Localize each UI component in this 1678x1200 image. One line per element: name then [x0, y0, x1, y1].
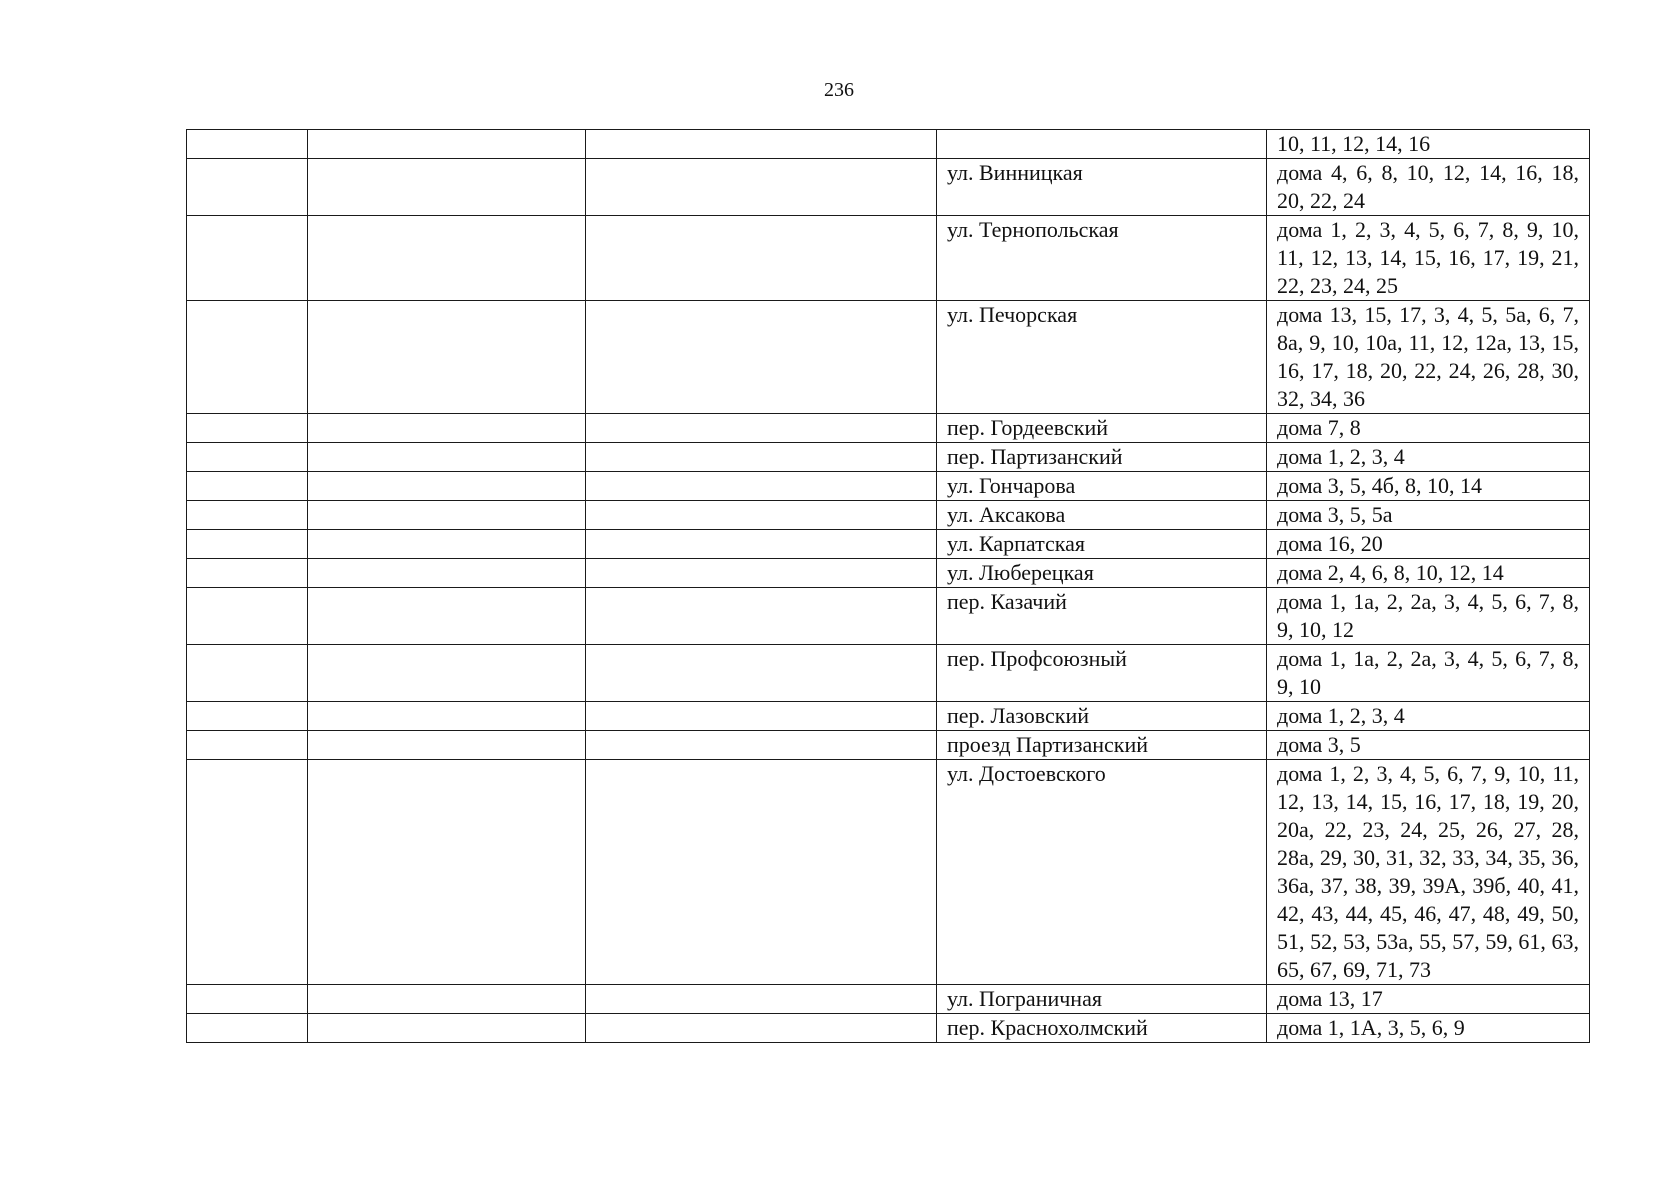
empty-cell-3 [586, 731, 937, 760]
street-name-cell: ул. Пограничная [937, 985, 1267, 1014]
table-row [187, 559, 1590, 588]
empty-cell-1 [187, 159, 308, 216]
table-row [187, 472, 1590, 501]
empty-cell-2 [308, 216, 586, 301]
empty-cell-1 [187, 530, 308, 559]
empty-cell-3 [586, 472, 937, 501]
empty-cell-2 [308, 731, 586, 760]
empty-cell-2 [308, 645, 586, 702]
empty-cell-1 [187, 501, 308, 530]
empty-cell-2 [308, 159, 586, 216]
address-table [186, 129, 1590, 1043]
table-row [187, 702, 1590, 731]
empty-cell-2 [308, 1014, 586, 1043]
house-numbers-cell: дома 4, 6, 8, 10, 12, 14, 16, 18, 20, 22, 24 [1267, 159, 1590, 216]
table-row [187, 414, 1590, 443]
table-row [187, 216, 1590, 301]
house-numbers-cell: дома 3, 5, 5а [1267, 501, 1590, 530]
table-row [187, 301, 1590, 414]
street-name-cell [937, 130, 1267, 159]
street-name-cell: ул. Тернопольская [937, 216, 1267, 301]
house-numbers-cell: дома 1, 1а, 2, 2а, 3, 4, 5, 6, 7, 8, 9, 10 [1267, 645, 1590, 702]
empty-cell-2 [308, 760, 586, 985]
house-numbers-cell: дома 1, 2, 3, 4 [1267, 702, 1590, 731]
empty-cell-1 [187, 645, 308, 702]
street-name-cell: ул. Аксакова [937, 501, 1267, 530]
empty-cell-3 [586, 760, 937, 985]
empty-cell-3 [586, 301, 937, 414]
table-row [187, 588, 1590, 645]
empty-cell-2 [308, 130, 586, 159]
street-name-cell: проезд Партизанский [937, 731, 1267, 760]
street-name-cell: пер. Гордеевский [937, 414, 1267, 443]
house-numbers-cell: дома 3, 5 [1267, 731, 1590, 760]
empty-cell-3 [586, 702, 937, 731]
house-numbers-cell: дома 2, 4, 6, 8, 10, 12, 14 [1267, 559, 1590, 588]
empty-cell-1 [187, 1014, 308, 1043]
empty-cell-1 [187, 760, 308, 985]
empty-cell-3 [586, 130, 937, 159]
street-name-cell: ул. Гончарова [937, 472, 1267, 501]
empty-cell-3 [586, 501, 937, 530]
table-row [187, 501, 1590, 530]
empty-cell-1 [187, 301, 308, 414]
address-table-body [187, 130, 1590, 1043]
house-numbers-cell: дома 13, 15, 17, 3, 4, 5, 5а, 6, 7, 8а, 9, 10, 10а, 11, 12, 12а, 13, 15, 16, 17, 18, 20, 22, 24, 26, 28, 30, 32, 34, 36 [1267, 301, 1590, 414]
table-row [187, 760, 1590, 985]
empty-cell-2 [308, 443, 586, 472]
empty-cell-1 [187, 414, 308, 443]
house-numbers-cell: 10, 11, 12, 14, 16 [1267, 130, 1590, 159]
house-numbers-cell: дома 1, 2, 3, 4 [1267, 443, 1590, 472]
table-row [187, 159, 1590, 216]
street-name-cell: пер. Краснохолмский [937, 1014, 1267, 1043]
empty-cell-2 [308, 530, 586, 559]
empty-cell-1 [187, 559, 308, 588]
street-name-cell: ул. Винницкая [937, 159, 1267, 216]
empty-cell-1 [187, 472, 308, 501]
street-name-cell: ул. Люберецкая [937, 559, 1267, 588]
street-name-cell: пер. Профсоюзный [937, 645, 1267, 702]
empty-cell-2 [308, 472, 586, 501]
street-name-cell: ул. Достоевского [937, 760, 1267, 985]
house-numbers-cell: дома 7, 8 [1267, 414, 1590, 443]
house-numbers-cell: дома 13, 17 [1267, 985, 1590, 1014]
empty-cell-3 [586, 985, 937, 1014]
house-numbers-cell: дома 16, 20 [1267, 530, 1590, 559]
empty-cell-3 [586, 443, 937, 472]
empty-cell-1 [187, 130, 308, 159]
empty-cell-3 [586, 216, 937, 301]
table-row [187, 985, 1590, 1014]
table-row [187, 645, 1590, 702]
empty-cell-3 [586, 414, 937, 443]
table-row [187, 731, 1590, 760]
street-name-cell: пер. Казачий [937, 588, 1267, 645]
house-numbers-cell: дома 1, 2, 3, 4, 5, 6, 7, 8, 9, 10, 11, 12, 13, 14, 15, 16, 17, 19, 21, 22, 23, 24, 25 [1267, 216, 1590, 301]
street-name-cell: ул. Печорская [937, 301, 1267, 414]
empty-cell-3 [586, 588, 937, 645]
table-row [187, 130, 1590, 159]
empty-cell-2 [308, 588, 586, 645]
empty-cell-2 [308, 414, 586, 443]
empty-cell-1 [187, 731, 308, 760]
table-row [187, 443, 1590, 472]
empty-cell-3 [586, 645, 937, 702]
empty-cell-2 [308, 559, 586, 588]
street-name-cell: пер. Лазовский [937, 702, 1267, 731]
table-row [187, 530, 1590, 559]
empty-cell-3 [586, 530, 937, 559]
empty-cell-2 [308, 985, 586, 1014]
street-name-cell: пер. Партизанский [937, 443, 1267, 472]
empty-cell-3 [586, 1014, 937, 1043]
empty-cell-1 [187, 588, 308, 645]
empty-cell-1 [187, 216, 308, 301]
empty-cell-3 [586, 159, 937, 216]
empty-cell-2 [308, 301, 586, 414]
house-numbers-cell: дома 3, 5, 4б, 8, 10, 14 [1267, 472, 1590, 501]
house-numbers-cell: дома 1, 1А, 3, 5, 6, 9 [1267, 1014, 1590, 1043]
empty-cell-2 [308, 501, 586, 530]
empty-cell-3 [586, 559, 937, 588]
street-name-cell: ул. Карпатская [937, 530, 1267, 559]
house-numbers-cell: дома 1, 1а, 2, 2а, 3, 4, 5, 6, 7, 8, 9, 10, 12 [1267, 588, 1590, 645]
empty-cell-1 [187, 702, 308, 731]
empty-cell-1 [187, 985, 308, 1014]
table-row [187, 1014, 1590, 1043]
empty-cell-2 [308, 702, 586, 731]
empty-cell-1 [187, 443, 308, 472]
page-number: 236 [824, 79, 854, 101]
house-numbers-cell: дома 1, 2, 3, 4, 5, 6, 7, 9, 10, 11, 12, 13, 14, 15, 16, 17, 18, 19, 20, 20а, 22, 23, 24, 25, 26, 27, 28, 28а, 29, 30, 31, 32, 33, 34, 35, 36, 36а, 37, 38, 39, 39А, 39б, 40, 41, 42, 43, 44, 45, 46, 47, 48, 49, 50, 51, 52, 53, 53а, 55, 57, 59, 61, 63, 65, 67, 69, 71, 73 [1267, 760, 1590, 985]
